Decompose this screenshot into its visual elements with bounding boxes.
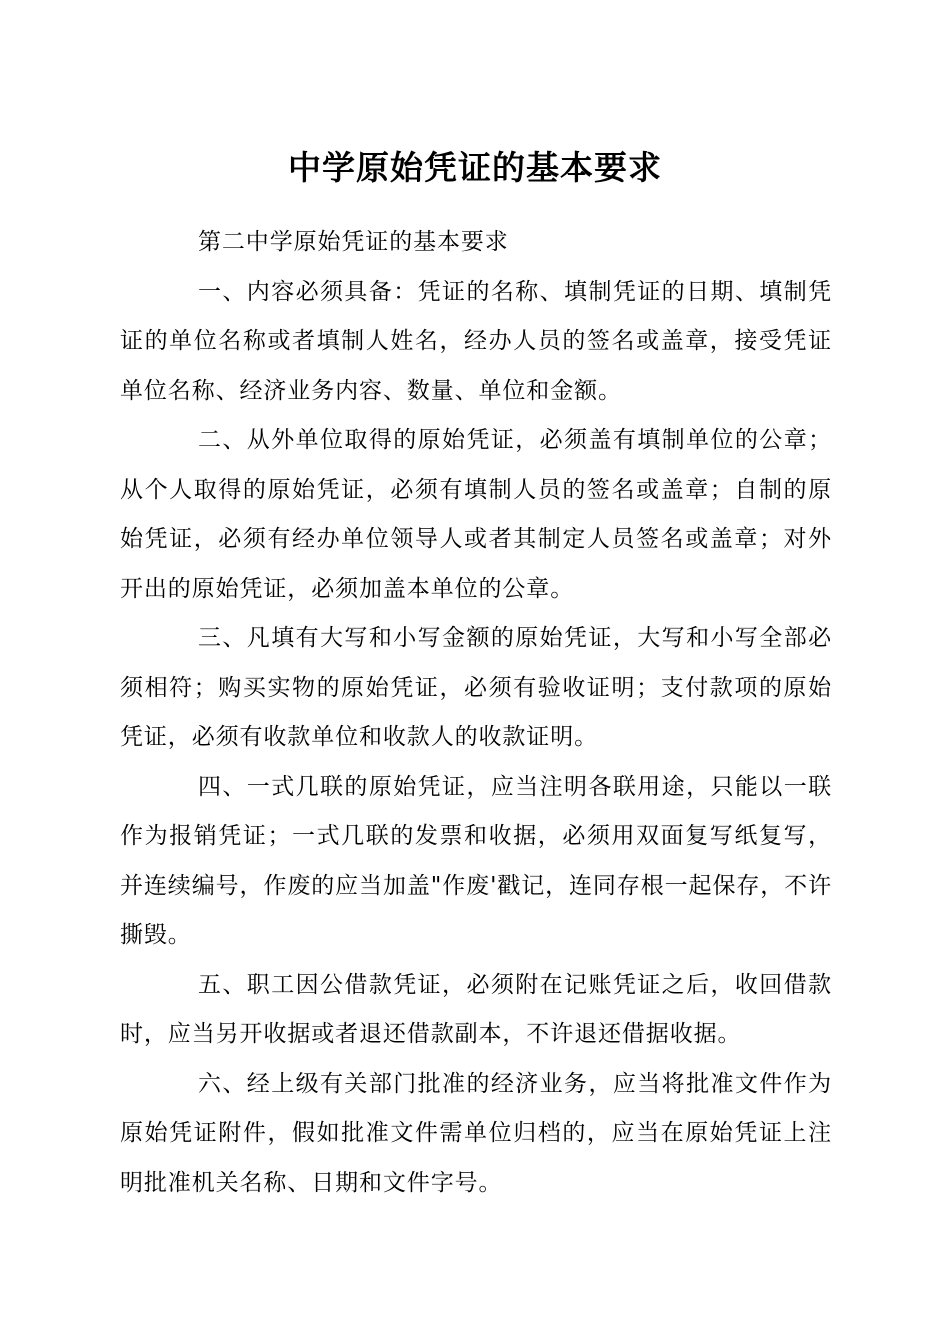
- paragraph-subtitle: 第二中学原始凭证的基本要求: [198, 229, 509, 255]
- paragraph-item-1: 一、内容必须具备：凭证的名称、填制凭证的日期、填制凭证的单位名称或者填制人姓名，经办人员的签名或盖章，接受凭证单位名称、经济业务内容、数量、单位和金额。: [120, 278, 832, 404]
- paragraph-item-4: 四、一式几联的原始凭证，应当注明各联用途，只能以一联作为报销凭证；一式几联的发票和收据，必须用双面复写纸复写，并连续编号，作废的应当加盖"作废'戳记，连同存根一起保存，不许撕毁。: [120, 773, 832, 948]
- paragraph-item-3: 三、凡填有大写和小写金额的原始凭证，大写和小写全部必须相符；购买实物的原始凭证，必须有验收证明；支付款项的原始凭证，必须有收款单位和收款人的收款证明。: [120, 625, 832, 750]
- paragraph-item-5: 五、职工因公借款凭证，必须附在记账凭证之后，收回借款时，应当另开收据或者退还借款副本，不许退还借据收据。: [120, 971, 832, 1047]
- paragraph-item-6: 六、经上级有关部门批准的经济业务，应当将批准文件作为原始凭证附件，假如批准文件需单位归档的，应当在原始凭证上注明批准机关名称、日期和文件字号。: [120, 1070, 832, 1196]
- paragraph-item-2: 二、从外单位取得的原始凭证，必须盖有填制单位的公章；从个人取得的原始凭证，必须有填制人员的签名或盖章；自制的原始凭证，必须有经办单位领导人或者其制定人员签名或盖章；对外开出的原始凭证，必须加盖本单位的公章。: [120, 427, 832, 602]
- document-body: [120, 218, 832, 1208]
- document-title: 中学原始凭证的基本要求: [288, 148, 662, 187]
